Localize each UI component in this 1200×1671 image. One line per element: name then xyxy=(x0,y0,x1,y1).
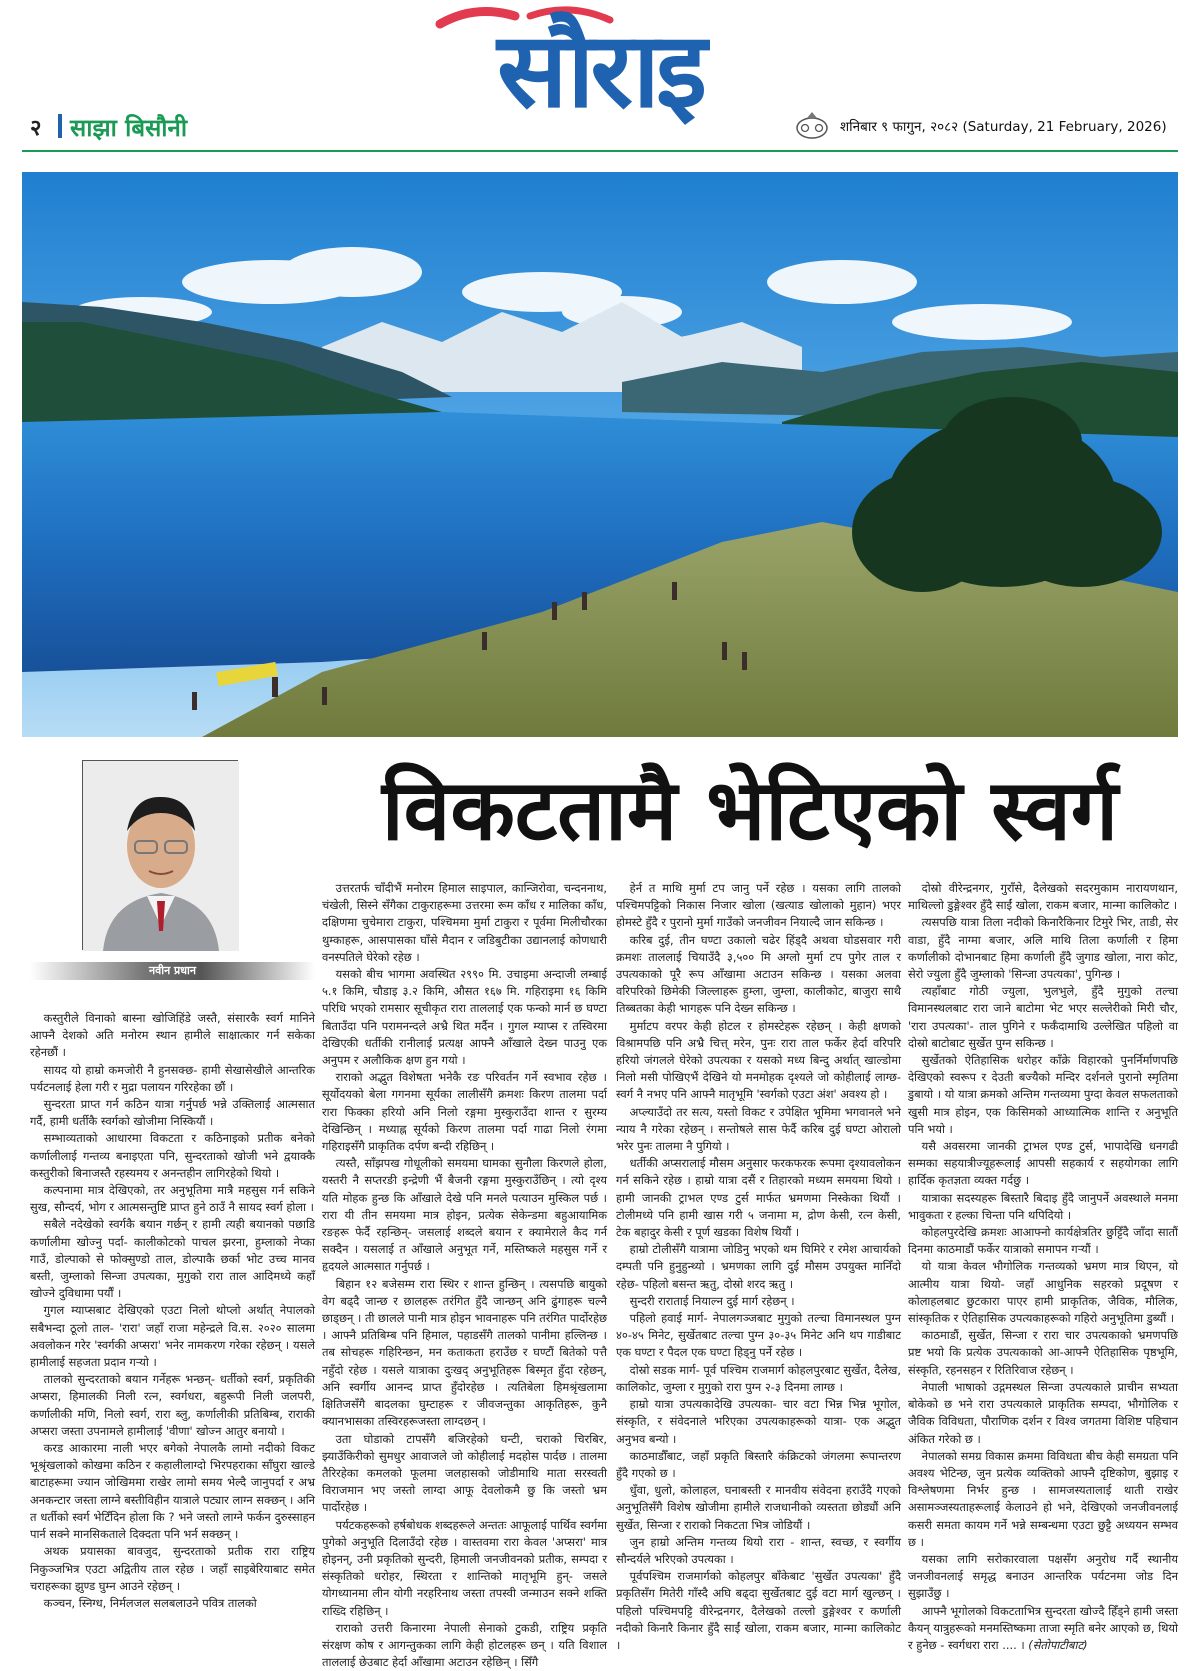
article-column-2 xyxy=(322,880,607,1670)
article-paragraph: तालको सुन्दरताको बयान गर्नेहरू भन्छन्- धर्तीको स्वर्ग, प्रकृतिकी अप्सरा, हिमालकी निली रत्न, स्वर्गधरा, बहुरूपी निली जलपरी, कर्णालीकी मणि, निलो स्वर्ग, रारा ब्लु, कर्णालीकी प्रतिबिम्ब, राराकी अप्सरा जस्ता उपनामले हामीलाई 'वीणा' खोज्न आतुर बनायो । xyxy=(30,1372,315,1438)
article-paragraph: सायद यो हाम्रो कमजोरी नै हुनसक्छ- हामी सेखासेखीले आन्तरिक पर्यटनलाई हेला गरी र मुद्रा पलायन गरिरहेका छौं । xyxy=(30,1062,315,1094)
article-paragraph: राराको उत्तरी किनारमा नेपाली सेनाको टुकडी, राष्ट्रिय प्रकृति संरक्षण कोष र आगन्तुकका लागि केही होटलहरू छन् । यति विशाल ताललाई छेउबाट हेर्दा आँखामा अटाउन रहेछिन् । सिँगै xyxy=(322,1620,607,1670)
author-photo xyxy=(82,760,238,950)
article-column-3 xyxy=(616,880,901,1655)
article-paragraph: यो यात्रा केवल भौगोलिक गन्तव्यको भ्रमण मात्र थिएन, यो आत्मीय यात्रा थियो- जहाँ आधुनिक सहरको प्रदूषण र कोलाहलबाट छुटकारा पाएर हामी प्राकृतिक, जैविक, मौलिक, सांस्कृतिक र ऐतिहासिक उपत्यकाहरूको गहिरो अनुभूतिमा डुब्यौं । xyxy=(908,1259,1178,1326)
article-paragraph: जुन हाम्रो अन्तिम गन्तव्य थियो रारा - शान्त, स्वच्छ, र स्वर्गीय सौन्दर्यले भरिएको उपत्यका । xyxy=(616,1534,901,1566)
article-paragraph: यसको बीच भागमा अवस्थित २९९० मि. उचाइमा अन्दाजी लम्बाई ५.१ किमि, चौडाइ ३.२ किमि, औसत १६७ मि. गहिराइमा १६ किमि परिधि भएको रामसार सूचीकृत रारा ताललाई एक फन्को मार्न छ घण्टा बिताउँदा पनि परामनन्दले अभ्रै थित मर्दैन । गुगल म्याप्स र तस्विरमा देखिएकी धर्तीकी रानीलाई प्रत्यक्ष आफ्नै आँखाले देख्न पाउनु एक अनुपम र अलौकिक क्षण हुन गयो । xyxy=(322,967,607,1068)
article-paragraph: कस्तुरीले विनाको बास्ना खोजिहिंडे जस्तै, संसारकै स्वर्ग मानिने आफ्नै देशको अति मनोरम स्थान हामीले साक्षात्कार गर्न सकेका रहेनछौं । xyxy=(30,1011,315,1060)
rara-lake-photo xyxy=(22,172,1178,737)
article-paragraph: त्यसपछि यात्रा तिला नदीको किनारैकिनार टिमुरे भिर, ताडी, सेर वाडा, हुँदै नाग्मा बजार, अलि माथि तिला कर्णाली र हिमा कर्णालीको दोभानबाट हिमा कर्णाली हुँदै जुगाड खोला, नारा कोट, सेरो ज्युला हुँदै जुम्लाको 'सिन्जा उपत्यका', पुगिन्छ । xyxy=(908,915,1178,982)
article-paragraph: कोहलपुरदेखि क्रमशः आआफ्नो कार्यक्षेत्रतिर छुट्टिँदै जाँदा सातौं दिनमा काठमाडौं फर्केर यात्राको समापन गर्‍यौं । xyxy=(908,1225,1178,1257)
issue-date: शनिबार ९ फागुन, २०८२ (Saturday, 21 February, 2026) xyxy=(840,119,1167,135)
article-paragraph: सबैले नदेखेको स्वर्गकै बयान गर्छन् र हामी त्यही बयानको पछाडि कर्णालीमा खोज्नु पर्दा- कालीकोटको पाचल झरना, हुम्लाको नेप्का गाउँ, डोल्पाको से फोक्सुण्डो ताल, डोल्पाकै छर्का भोट उच्च मानव बस्ती, जुम्लाको सिन्जा उपत्यका, मुगुको रारा ताल आदिमध्ये कहाँ खोज्ने दुविधामा पर्यौं । xyxy=(30,1217,315,1301)
article-paragraph: कल्पनामा मात्र देखिएको, तर अनुभूतिमा मात्रै महसुस गर्न सकिने सुख, सौन्दर्य, भोग र आत्मसन्तुष्टि प्राप्त हुने ठाउँ नै सायद स्वर्ग होला । xyxy=(30,1183,315,1215)
article-paragraph: मुर्माटप वरपर केही होटल र होमस्टेहरू रहेछन् । केही क्षणको विश्रामपछि पनि अभ्रै चित्त् मरेन, पुनः रारा ताल फर्केर हेर्दा वरिपरि हरियो जंगलले घेरेको उपत्यका र यसको मध्य बिन्दु अर्थात् खाल्डोमा निलो मसी पोखिएभैं देखिने यो मनमोहक दृश्यले जो कोहीलाई लाग्छ- स्वर्ग नै नभए पनि आफ्नै मातृभूमि 'स्वर्गको एउटा अंश' अवश्य हो । xyxy=(616,1018,901,1102)
article-paragraph: सुर्खेतको ऐतिहासिक धरोहर काँक्रे विहारको पुनर्निर्माणपछि देखिएको स्वरूप र देउती बज्यैको मन्दिर दर्शनले पुरानो स्मृतिमा डुबायो । यो यात्रा क्रमको अन्तिम गन्तव्यमा पुग्दा केवल सफलताको खुसी मात्र होइन, एक किसिमको आध्यात्मिक शान्ति र अनुभूति पनि भयो । xyxy=(908,1053,1178,1136)
article-paragraph: अथक प्रयासका बावजुद, सुन्दरताको प्रतीक रारा राष्ट्रिय निकुञ्जभित्र एउटा अद्वितीय ताल रहेछ । जहाँ साइबेरियाबाट समेत चराहरूका झुण्ड घुम्न आउने रहेछन् । xyxy=(30,1544,315,1593)
page-number: २ xyxy=(30,116,42,141)
article-paragraph: त्यस्तै, साँझपख गोधूलीको समयमा घामका सुनौला किरणले होला, यस्तरी नै सप्तरङी इन्द्रेणी भैं बैजनी रङ्गमा मुस्कुराउँछिन् । त्यो दृश्य यति मोहक हुन्छ कि आँखाले देखे पनि मनले पत्याउन मुस्किल पर्छ । रारा यी तीन समयमा मात्र होइन, प्रत्येक सेकेन्डमा बहुआयामिक रङहरू फेर्दै रहन्छिन्- जसलाई शब्दले बयान र क्यामेराले कैद गर्न सक्दैन । यसलाई त आँखाले अनुभूत गर्ने, मस्तिष्कले महसुस गर्ने र हृदयले आत्मसात गर्नुपर्छ । xyxy=(322,1156,607,1274)
article-paragraph: सुन्दरी राराताई नियाल्न दुई मार्ग रहेछन् । xyxy=(629,1293,795,1308)
article-paragraph: धुँवा, धुलो, कोलाहल, घनाबस्ती र मानवीय संवेदना हराउँदै गएको अनुभूतिसँगै विशेष खोजीमा हामीले राजधानीको व्यस्तता छोड्यौं अनि सुर्खेत, सिन्जा र राराको निकटता भित्र जोडियौं । xyxy=(616,1483,901,1532)
article-paragraph: हेर्न त माथि मुर्मा टप जानु पर्ने रहेछ । यसका लागि तालको पश्चिमपट्टिको निकास निजार खोला (खत्याड खोलाको मुहान) भएर होमस्टे हुँदै र पुरानो मुर्मा गाउँको जनजीवन नियाल्दै जान सकिन्छ । xyxy=(616,881,901,930)
article-paragraph: दोस्रो सडक मार्ग- पूर्व पश्चिम राजमार्ग कोहलपुरबाट सुर्खेत, दैलेख, कालिकोट, जुम्ला र मुगुको रारा पुग्न २-३ दिनमा लाग्छ । xyxy=(616,1362,901,1394)
article-paragraph: राराको अद्भुत विशेषता भनेकै रङ परिवर्तन गर्ने स्वभाव रहेछ । सूर्योदयको बेला गगनमा सूर्यका लालीसँगै क्रमशः किरण तालमा पर्दा रारा फिक्का हरियो अनि निलो रङ्गमा मुस्कुराउँदा शान्त र सुरम्य देखिन्छिन् । मध्याह्न सूर्यको किरण तालमा पर्दा गाढा निलो रंगमा गहिराइसँगै प्राकृतिक दर्पण बन्दी रहिछिन् । xyxy=(322,1070,607,1154)
article-column-4 xyxy=(908,880,1178,1655)
author-name: नवीन प्रधान xyxy=(149,964,196,977)
article-paragraph: बिहान १२ बजेसम्म रारा स्थिर र शान्त हुन्छिन् । त्यसपछि बायुको वेग बढ्दै जान्छ र छालहरू तरंगित हुँदै जान्छन् अनि ढुंगाहरू चल्नै छाड्छन् । ती छालले पानी मात्र होइन भावनाहरू पनि तरंगित पार्दोरहेछ । आफ्नै प्रतिबिम्ब पनि हिमाल, पहाडसँगै तालको पानीमा हल्लिन्छ । तब सोचहरू गहिरिन्छन, मन कताकता हराउँछ र घण्टौं बितेको पत्तै नहुँदो रहेछ । यसले यात्राका दुःखद् अनुभूतिहरू बिस्मृत हुँदा रहेछन्, अनि स्वर्गीय आनन्द प्राप्त हुँदोरहेछ । त्यतिबेला हिमश्रृंखलामा क्षितिजसँगै बादलका घुम्टाहरू र जीवजन्तुका आकृतिहरू, कुनै क्यानभासका तस्विरहरूजस्ता लाग्दछन् । xyxy=(322,1276,607,1429)
article-paragraph: कञ्चन, स्निग्ध, निर्मलजल सलबलाउने पवित्र तालको xyxy=(43,1595,257,1610)
article-paragraph: त्यहाँबाट गोठी ज्युला, भुलभुले, हुँदै मुगुको तल्चा विमानस्थलबाट रारा जाने बाटोमा भेट भएर सल्लेरीको मिरी चौर, 'रारा उपत्यका'- ताल पुगिने र फर्कँदामाथि उल्लेखित पहिलो वा दोस्रो बाटोबाट सुर्खेत पुग्न सकिन्छ । xyxy=(908,984,1178,1050)
article-paragraph: यसै अवसरमा जानकी ट्राभल एण्ड टुर्स, भापादेखि धनगढी सम्मका सहयात्रीज्यूहरूलाई आपसी सहकार्य र सहयोगका लागि हार्दिक कृतज्ञता व्यक्त गर्दछु । xyxy=(908,1139,1178,1188)
article-paragraph: करड आकारमा नाली भएर बगेको नेपालकै लामो नदीको विकट भूश्रृंखलाको कोखमा कठिन र कहालीलाग्दो भिरपहराका साँघुरा खाल्डे बाटाहरूमा ज्यान जोखिममा राखेर लामो समय भेल्दै जानुपर्दा र अभ्र अनकन्टार जस्ता लाग्ने बस्तीविहीन यात्राले पट्यार लाग्न सक्छन् । अनि त धर्तीको स्वर्ग भेटिँदिन होला कि ? भने जस्तो लाग्ने फर्कन दुरुस्साहन पार्न सक्ने मानसिकताले दिक्दता पनि भर्न सक्छन् । xyxy=(30,1441,315,1542)
photo-credit: (सेतोपाटीबाट) xyxy=(1024,1637,1088,1652)
article-paragraph: अप्ल्याउँदो तर सत्य, यस्तो विकट र उपेक्षित भूमिमा भगवानले भने न्याय नै गरेका रहेछन् । सन्तोषले सास फेर्दै करिब दुई घण्टा ओरालो भरेर पुनः तालमा नै पुगियो । xyxy=(616,1104,901,1154)
article-paragraph: करिब दुई, तीन घण्टा उकालो चढेर हिंड्दै अथवा घोडसवार गरी क्रमशः ताललाई चियाउँदै ३,५०० मि अग्लो मुर्मा टप पुगेर ताल र उपत्यकाको पूरै रूप आँखामा अटाउन सकिन्छ । यसका अलवा वरिपरिको छिमेकी जिल्लाहरू हुम्ला, जुम्ला, कालीकोट, बाजुरा साथै तिब्बतका केही भागहरू पनि देख्न सकिन्छ । xyxy=(616,932,901,1016)
article-paragraph: सम्भाव्यताको आधारमा विकटता र कठिनाइको प्रतीक बनेको कर्णालीलाई गन्तव्य बनाइएता पनि, सुन्दरताको खोजी भने द्वयाक्कै कस्तुरीको बिनाजस्तै रहस्यमय र अनन्तहीन लागिरहेको थियो । xyxy=(30,1131,315,1180)
article-paragraph: उत्तरतर्फ चाँदीभैं मनोरम हिमाल साइपाल, कान्जिरोवा, चन्दननाथ, चंखेली, सिस्ने सँगैका टाकुराहरूमा उत्तरमा रूम काँध र मालिका काँध, दक्षिणमा चुचेमारा टाकुरा, पश्चिममा मुर्मा टाकुरा र पूर्वमा मिलीचौरका थुम्काहरू, आसपासका घाँसे मैदान र जडिबुटीका उद्यानलाई कोणधारी वनस्पतिले घेरेको रहेछ । xyxy=(322,881,607,964)
article-paragraph: दोस्रो वीरेन्द्रनगर, गुराँसे, दैलेखको सदरमुकाम नारायणथान, माथिल्लो डुङ्गेश्वर हुँदै साईं खोला, राकम बजार, मान्मा कालिकोट । xyxy=(908,881,1178,913)
article-paragraph: उता घोडाको टापसँगै बजिरहेको घन्टी, चराको चिरबिर, झ्याउँकिरीको सुमधुर आवाजले जो कोहीलाई मदहोस पार्दछ । तालमा तैरिरहेका कमलको फूलमा जलहासको जोडीमाथि माता सरस्वती विराजमान भए जस्तो लाग्दा आफू देवलोकमै छु कि जस्तो भ्रम पार्दोरहेछ । xyxy=(322,1431,607,1515)
header-rule xyxy=(22,150,1178,152)
article-paragraph: हाम्रो यात्रा उपत्यकादेखि उपत्यका- चार वटा भिन्न भिन्न भूगोल, संस्कृति, र संवेदनाले भरिएका उपत्यकाहरूको यात्रा- एक अद्भुत अनुभव बन्यो । xyxy=(616,1397,901,1446)
article-paragraph: यात्राका सदस्यहरू बिस्तारै बिदाइ हुँदै जानुपर्ने अवस्थाले मनमा भावुकता र हल्का चिन्ता पनि थपिदियो । xyxy=(908,1190,1178,1222)
article-paragraph: काठमाडौँबाट, जहाँ प्रकृति बिस्तारै कंक्रिटको जंगलमा रूपान्तरण हुँदै गएको छ । xyxy=(616,1448,901,1480)
masthead xyxy=(0,0,1200,150)
article-paragraph: नेपाली भाषाको उद्गमस्थल सिन्जा उपत्यकाले प्राचीन सभ्यता बोकेको छ भने रारा उपत्यकाले प्राकृतिक सम्पदा, भौगोलिक र जैविक विविधता, पौराणिक दर्शन र विश्व जगतमा विशिष्ट पहिचान अंकित गरेको छ । xyxy=(908,1379,1178,1446)
article-column-1 xyxy=(30,1010,315,1655)
article-paragraph: गुगल म्याप्सबाट देखिएको एउटा निलो थोप्लो अर्थात् नेपालको सबैभन्दा ठूलो ताल- 'रारा' जहाँ राजा महेन्द्रले वि.स. २०२० सालमा अवलोकन गरेर 'स्वर्गकी अप्सरा' भनेर नामकरण गरेका रहेछन् । यसले हामीलाई सहजता प्रदान गर्‍यो । xyxy=(30,1303,315,1370)
logo-wordmark: सौराइ xyxy=(497,9,703,131)
article-paragraph: धर्तीकी अप्सरालाई मौसम अनुसार फरकफरक रूपमा दृश्यावलोकन गर्न सकिने रहेछ । हाम्रो यात्रा दसैं र तिहारको मध्यम समयमा थियो । हामी जानकी ट्राभल एण्ड टुर्स मार्फत भ्रमणमा निस्केका थियौं । टोलीमध्ये पनि हामी खास गरी ५ जनामा म, द्रोण केसी, रत्न केसी, टेक बहादुर केसी र पूर्ण खडका विशेष थियौं । xyxy=(616,1156,901,1240)
article-paragraph: सुन्दरता प्राप्त गर्न कठिन यात्रा गर्नुपर्छ भन्ने उक्तिलाई आत्मसात गर्दै, हामी धर्तीकै स्वर्गको खोजीमा निस्कियौं । xyxy=(30,1097,315,1129)
article-paragraph: यसका लागि सरोकारवाला पक्षसँग अनुरोध गर्दै स्थानीय जनजीवनलाई समृद्ध बनाउन आन्तरिक पर्यटनमा जोड दिन सुझाउँछु । xyxy=(908,1551,1178,1601)
article-paragraph: पर्यटकहरूको हर्षबोधक शब्दहरूले अन्ततः आफूलाई पार्थिव स्वर्गमा पुगेको अनुभूति दिलाउँदो रहेछ । वास्तवमा रारा केवल 'अप्सरा' मात्र होइनन्, उनी प्रकृतिको सुन्दरी, हिमाली जनजीवनको प्रतीक, सम्पदा र संस्कृतिको धरोहर, स्थिरता र शान्तिको मातृभूमि हुन्- जसले योगध्यानमा लीन योगी नरहरिनाथ जस्ता तपस्वी जन्माउन सक्ने शक्ति राख्दि रहिछिन् । xyxy=(322,1517,607,1618)
article-paragraph: काठमाडौं, सुर्खेत, सिन्जा र रारा चार उपत्यकाको भ्रमणपछि प्रष्ट भयो कि प्रत्येक उपत्यकाको आ-आफ्नै ऐतिहासिक पृष्ठभूमि, संस्कृति, रहनसहन र रितिरिवाज रहेछन् । xyxy=(908,1328,1178,1377)
emblem-icon xyxy=(795,110,829,140)
article-paragraph: नेपालको समग्र विकास क्रममा विविधता बीच केही समग्रता पनि अवश्य भेटिन्छ, जुन प्रत्येक व्यक्तिको आफ्नै दृष्टिकोण, बुझाइ र विश्लेषणमा निर्भर हुन्छ । सामजस्यतालाई थाती राखेर असामञ्जस्यताहरूलाई केलाउने हो भने, देखिएको जनजीवनलाई कसरी समता कायम गर्ने भन्ने सम्बन्धमा एउटा छुट्टै अध्ययन सम्भव छ । xyxy=(908,1448,1178,1549)
article-paragraph: पहिलो हवाई मार्ग- नेपालगञ्जबाट मुगुको तल्चा विमानस्थल पुग्न ४०-४५ मिनेट, सुर्खेतबाट तल्चा पुग्न ३०-३५ मिनेट अनि थप गाडीबाट एक घण्टा र पैदल एक घण्टा हिड्नु पर्ने रहेछ । xyxy=(616,1311,901,1360)
article-headline: विकटतामै भेटिएको स्वर्ग xyxy=(381,761,1119,859)
page-divider xyxy=(58,114,62,138)
article-paragraph: आफ्नै भूगोलको विकटताभित्र सुन्दरता खोज्दै हिँड्ने हामी जस्ता कैयन् यात्रुहरूको मनमस्तिष्कमा ताजा स्मृति बनेर आएको छ, थियो र हुनेछ - स्वर्गधरा रारा .... । (सेतोपाटीबाट) xyxy=(908,1603,1178,1652)
section-title: साझा बिसौनी xyxy=(70,114,188,142)
article-paragraph: हाम्रो टोलीसँगै यात्रामा जोडिनु भएको थम घिमिरे र रमेश आचार्यको दम्पती पनि हुनुहुन्थ्यो । भ्रमणका लागि दुई मौसम उपयुक्त मानिँदो रहेछ- पहिलो बसन्त ऋतु, दोस्रो शरद ऋतु । xyxy=(616,1242,901,1291)
article-paragraph: पूर्वपश्चिम राजमार्गको कोहलपुर बाँकेबाट 'सुर्खेत उपत्यका' हुँदै प्रकृतिसँग मितेरी गाँस्दै अघि बढ्दा सुर्खेतबाट दुई वटा मार्ग खुल्छन् । पहिलो पश्चिमपट्टि वीरेन्द्रनगर, दैलेखको तल्लो डुङ्गेश्वर र कर्णाली नदीको किनारै किनार हुँदै साईं खोला, राकम बजार, मान्मा कालिकोट । xyxy=(616,1569,901,1652)
newspaper-logo xyxy=(380,2,820,137)
